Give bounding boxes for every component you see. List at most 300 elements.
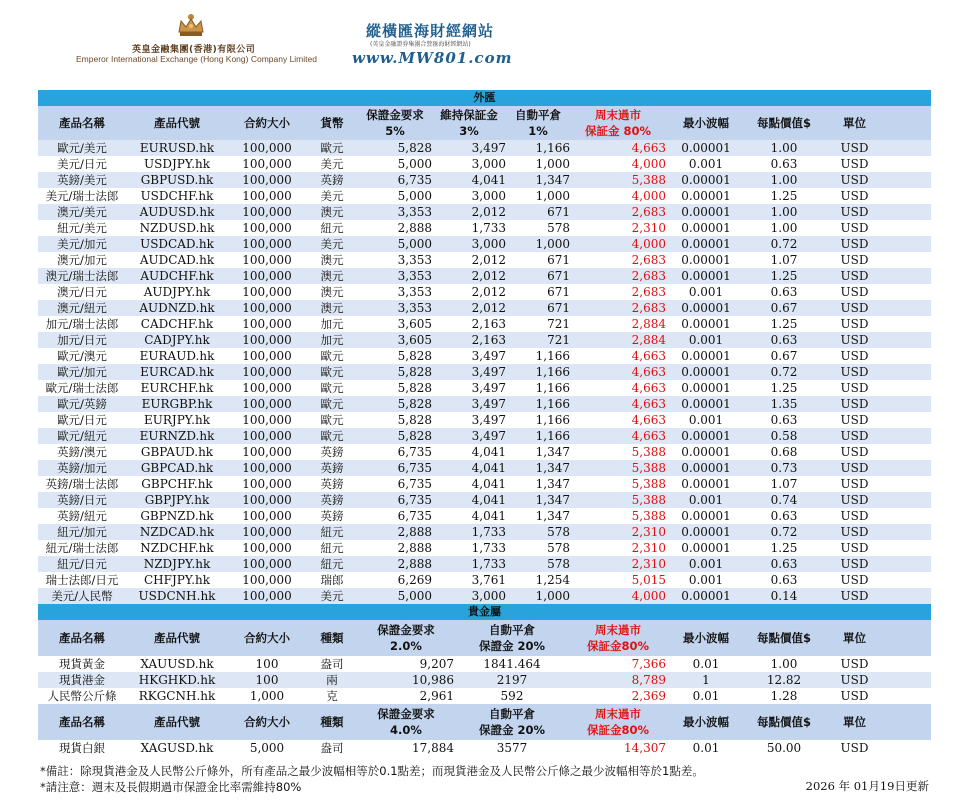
table-row: [38, 524, 931, 540]
auto-close-value: 1,000: [506, 236, 570, 252]
contract-size: 100,000: [242, 317, 292, 331]
unit-type: 盎司: [320, 741, 344, 755]
product-code: EURGBP.hk: [126, 396, 228, 412]
weekend-margin-value: 2,884: [570, 332, 666, 348]
col-header-size: 合約大小: [228, 106, 306, 140]
currency: 加元: [320, 317, 344, 331]
product-code: CHFJPY.hk: [143, 573, 211, 587]
margin-value: 2,888: [397, 221, 432, 235]
currency: 澳元: [306, 300, 358, 316]
table-row: [38, 688, 931, 704]
product-code: GBPCAD.hk: [126, 460, 228, 476]
contract-size: 100,000: [228, 428, 306, 444]
table-row: [38, 492, 931, 508]
currency: 加元: [306, 332, 358, 348]
product-name: 現貨港金: [38, 672, 126, 688]
maintenance-value: 3,000: [471, 157, 506, 171]
tick-size: 0.001: [666, 492, 746, 508]
col-header-margin: 保證金要求 2.0%: [358, 620, 454, 656]
margin-value: 2,888: [358, 524, 432, 540]
product-code: AUDCAD.hk: [139, 253, 215, 267]
weekend-margin-value: 5,388: [570, 172, 666, 188]
product-name: 歐元/日元: [57, 413, 107, 427]
margin-value: 3,605: [397, 317, 432, 331]
product-code: AUDNZD.hk: [126, 300, 228, 316]
point-value: 1.28: [770, 689, 798, 703]
maintenance-value: 2,163: [471, 317, 506, 331]
contract-size: 100,000: [242, 477, 292, 491]
table-row: [38, 252, 931, 268]
product-name: 英鎊/美元: [38, 172, 126, 188]
unit: USD: [840, 445, 869, 459]
auto-close-value: 671: [506, 300, 570, 316]
tick-size: 0.00001: [681, 349, 731, 363]
point-value: 0.73: [746, 460, 822, 476]
table-row: [38, 380, 931, 396]
point-value: 50.00: [766, 741, 802, 755]
point-value: 1.00: [746, 140, 822, 156]
weekend-margin-value: 7,366: [631, 657, 666, 671]
auto-close-value: 1,254: [535, 573, 570, 587]
product-name: 英鎊/瑞士法郎: [45, 477, 119, 491]
auto-close-value: 1,166: [506, 364, 570, 380]
currency: 英鎊: [306, 492, 358, 508]
col-header-name: 產品名稱: [38, 704, 126, 740]
product-code: CADCHF.hk: [140, 317, 214, 331]
currency: 歐元: [320, 413, 344, 427]
col-header-currency: 貨幣: [306, 106, 358, 140]
point-value: 0.63: [770, 285, 798, 299]
unit: USD: [822, 172, 887, 188]
contract-size: 100,000: [228, 588, 306, 604]
col-header-maintenance: 維持保証金 3%: [432, 106, 506, 140]
unit: USD: [840, 657, 869, 671]
col-header-margin: 保證金要求 5%: [358, 106, 432, 140]
table-row: [38, 460, 931, 476]
weekend-margin-value: 5,388: [631, 509, 666, 523]
point-value: 0.68: [770, 445, 798, 459]
contract-size: 100,000: [228, 332, 306, 348]
col-header-name: 產品名稱: [38, 106, 126, 140]
tick-size: 0.00001: [666, 524, 746, 540]
weekend-margin-value: 2,683: [570, 300, 666, 316]
weekend-margin-value: 2,683: [570, 268, 666, 284]
product-code: AUDJPY.hk: [143, 285, 211, 299]
auto-close-value: 1,000: [535, 157, 570, 171]
contract-size: 1,000: [249, 689, 285, 703]
table-row: [38, 268, 931, 284]
unit: USD: [822, 140, 887, 156]
point-value: 0.63: [746, 556, 822, 572]
tick-size: 0.00001: [681, 189, 731, 203]
product-code: XAGUSD.hk: [140, 741, 214, 755]
contract-size: 100,000: [228, 556, 306, 572]
currency: 紐元: [306, 524, 358, 540]
weekend-margin-value: 2,310: [631, 541, 666, 555]
currency: 紐元: [320, 541, 344, 555]
footer-note-1: *備註：除現貨港金及人民幣公斤條外，所有產品之最少波幅相等於0.1點差；而現貨港金及人民幣公斤條之最少波幅相等於1點差。: [40, 764, 704, 778]
margin-value: 6,735: [397, 445, 432, 459]
margin-value: 6,735: [397, 477, 432, 491]
table-row: [38, 140, 931, 156]
currency: 英鎊: [306, 460, 358, 476]
table-row: [38, 236, 931, 252]
table-row: [38, 316, 931, 332]
currency: 歐元: [320, 381, 344, 395]
page-header: [0, 0, 963, 90]
maintenance-value: 4,041: [432, 492, 506, 508]
currency: 英鎊: [320, 477, 344, 491]
col-header-auto-close: 自動平倉 保證金 20%: [454, 620, 570, 656]
product-code: AUDUSD.hk: [126, 204, 228, 220]
maintenance-value: 1,733: [471, 541, 506, 555]
maintenance-value: 1,733: [471, 221, 506, 235]
product-name: 紐元/加元: [38, 524, 126, 540]
point-value: 1.00: [746, 204, 822, 220]
contract-size: 100,000: [242, 573, 292, 587]
col-header-unit: 單位: [822, 704, 887, 740]
margin-value: 5,828: [397, 413, 432, 427]
margin-value: 9,207: [419, 657, 454, 671]
product-name: 美元/瑞士法郎: [45, 189, 119, 203]
product-name: 歐元/紐元: [38, 428, 126, 444]
col-header-weekend: 周末過市 保証金80%: [570, 704, 666, 740]
unit: USD: [840, 477, 869, 491]
point-value: 0.63: [770, 413, 798, 427]
product-name: 英鎊/日元: [38, 492, 126, 508]
auto-close-value: 1,347: [535, 509, 570, 523]
product-code: GBPUSD.hk: [126, 172, 228, 188]
tick-size: 0.001: [688, 285, 724, 299]
contract-size: 100,000: [242, 541, 292, 555]
product-name: 現貨白銀: [59, 741, 105, 755]
product-code: NZDCAD.hk: [126, 524, 228, 540]
margin-value: 3,353: [358, 300, 432, 316]
tick-size: 0.00001: [681, 541, 731, 555]
product-code: EURCAD.hk: [126, 364, 228, 380]
table-row: [38, 284, 931, 300]
metals-table: [38, 604, 931, 756]
auto-close-value: 1841.464: [483, 657, 541, 671]
tick-size: 0.01: [692, 689, 720, 703]
tick-size: 1: [666, 672, 746, 688]
point-value: 0.58: [746, 428, 822, 444]
product-code: XAUUSD.hk: [140, 657, 214, 671]
product-code: NZDUSD.hk: [139, 221, 215, 235]
col-header-size: 合約大小: [228, 704, 306, 740]
col-header-type: 種類: [306, 620, 358, 656]
product-code: AUDCHF.hk: [126, 268, 228, 284]
unit: USD: [840, 509, 869, 523]
col-header-margin: 保證金要求 4.0%: [358, 704, 454, 740]
weekend-margin-value: 5,388: [631, 477, 666, 491]
auto-close-value: 578: [547, 541, 570, 555]
maintenance-value: 4,041: [432, 172, 506, 188]
table-row: [38, 396, 931, 412]
company-name-en: Emperor International Exchange (Hong Kong) Company Limited: [76, 54, 317, 64]
auto-close-value: 1,347: [506, 172, 570, 188]
point-value: 1.25: [770, 317, 798, 331]
auto-close-value: 1,347: [535, 477, 570, 491]
auto-close-value: 1,347: [506, 492, 570, 508]
currency: 美元: [320, 157, 344, 171]
auto-close-value: 578: [547, 221, 570, 235]
currency: 紐元: [306, 556, 358, 572]
weekend-margin-value: 4,663: [570, 364, 666, 380]
maintenance-value: 2,163: [432, 332, 506, 348]
maintenance-value: 2,012: [432, 204, 506, 220]
table-row: [38, 476, 931, 492]
product-name: 美元/加元: [38, 236, 126, 252]
maintenance-value: 3,000: [432, 236, 506, 252]
product-name: 澳元/美元: [38, 204, 126, 220]
table-row: [38, 412, 931, 428]
unit: USD: [822, 236, 887, 252]
auto-close-value: 1,347: [535, 445, 570, 459]
margin-value: 3,353: [358, 204, 432, 220]
maintenance-value: 3,497: [471, 349, 506, 363]
weekend-margin-value: 2,310: [570, 524, 666, 540]
tick-size: 0.00001: [666, 268, 746, 284]
auto-close-value: 578: [506, 524, 570, 540]
contract-size: 100,000: [228, 460, 306, 476]
contract-size: 100,000: [228, 396, 306, 412]
tick-size: 0.00001: [666, 204, 746, 220]
weekend-margin-value: 4,663: [570, 140, 666, 156]
tick-size: 0.00001: [666, 172, 746, 188]
margin-value: 6,735: [397, 509, 432, 523]
unit: USD: [840, 253, 869, 267]
margin-value: 5,000: [358, 588, 432, 604]
unit: USD: [840, 317, 869, 331]
unit-type: 盎司: [320, 657, 344, 671]
currency: 美元: [306, 236, 358, 252]
auto-close-value: 1,166: [535, 349, 570, 363]
margin-value: 6,269: [397, 573, 432, 587]
product-name: 美元/日元: [57, 157, 107, 171]
product-code: CADJPY.hk: [126, 332, 228, 348]
point-value: 1.25: [770, 381, 798, 395]
col-header-size: 合約大小: [228, 620, 306, 656]
contract-size: 100,000: [228, 300, 306, 316]
product-name: 現貨黃金: [59, 657, 105, 671]
contract-size: 100,000: [228, 172, 306, 188]
point-value: 0.14: [746, 588, 822, 604]
col-header-auto-close: 自動平倉 1%: [506, 106, 570, 140]
product-name: 歐元/澳元: [57, 349, 107, 363]
margin-value: 6,735: [358, 172, 432, 188]
product-name: 英鎊/澳元: [57, 445, 107, 459]
table-row: [38, 348, 931, 364]
product-code: GBPCHF.hk: [141, 477, 213, 491]
auto-close-value: 1,000: [506, 588, 570, 604]
site-subtitle: (英皇金融證券集團合營匯海財經網站): [370, 41, 471, 48]
unit-type: 克: [326, 689, 338, 703]
currency: 歐元: [306, 428, 358, 444]
product-name: 美元/人民幣: [38, 588, 126, 604]
product-name: 澳元/瑞士法郎: [38, 268, 126, 284]
weekend-margin-value: 4,663: [631, 349, 666, 363]
weekend-margin-value: 4,000: [631, 157, 666, 171]
col-header-auto-close: 自動平倉 保證金 20%: [454, 704, 570, 740]
unit: USD: [840, 349, 869, 363]
product-code: NZDJPY.hk: [126, 556, 228, 572]
site-name-cn: 縱橫匯海財經網站: [366, 22, 495, 40]
col-header-point-value: 每點價值$: [746, 620, 822, 656]
product-name: 加元/日元: [38, 332, 126, 348]
table-row: [38, 656, 931, 672]
col-header-tick: 最小波幅: [666, 106, 746, 140]
currency: 歐元: [306, 364, 358, 380]
tick-size: 0.00001: [666, 588, 746, 604]
unit: USD: [840, 573, 869, 587]
metals-header-row: [38, 620, 931, 656]
currency: 美元: [320, 189, 344, 203]
margin-value: 6,735: [358, 460, 432, 476]
maintenance-value: 2,012: [432, 268, 506, 284]
auto-close-value: 3577: [496, 741, 528, 755]
unit: USD: [840, 189, 869, 203]
unit: USD: [822, 396, 887, 412]
maintenance-value: 2,012: [471, 253, 506, 267]
tick-size: 0.00001: [681, 509, 731, 523]
product-name: 英鎊/紐元: [57, 509, 107, 523]
currency: 歐元: [306, 396, 358, 412]
weekend-margin-value: 2,683: [631, 285, 666, 299]
maintenance-value: 4,041: [471, 445, 506, 459]
auto-close-value: 578: [506, 556, 570, 572]
margin-value: 5,000: [397, 189, 432, 203]
weekend-margin-value: 5,388: [631, 445, 666, 459]
auto-close-value: 1,166: [535, 381, 570, 395]
currency: 歐元: [306, 140, 358, 156]
col-header-code: 產品代號: [126, 106, 228, 140]
contract-size: 100,000: [228, 524, 306, 540]
margin-value: 2,888: [358, 556, 432, 572]
weekend-margin-value: 4,000: [570, 236, 666, 252]
maintenance-value: 3,000: [471, 189, 506, 203]
unit: USD: [822, 556, 887, 572]
auto-close-value: 671: [547, 253, 570, 267]
weekend-margin-value: 4,663: [631, 413, 666, 427]
margin-value: 2,888: [397, 541, 432, 555]
product-name: 澳元/加元: [57, 253, 107, 267]
table-row: [38, 300, 931, 316]
currency: 澳元: [306, 204, 358, 220]
tick-size: 0.00001: [666, 300, 746, 316]
margin-value: 5,828: [397, 349, 432, 363]
currency: 英鎊: [306, 172, 358, 188]
margin-value: 2,961: [419, 689, 454, 703]
tick-size: 0.001: [688, 157, 724, 171]
contract-size: 100,000: [242, 413, 292, 427]
tick-size: 0.00001: [681, 253, 731, 267]
product-code: USDCNH.hk: [126, 588, 228, 604]
maintenance-value: 2,012: [432, 300, 506, 316]
unit: USD: [840, 381, 869, 395]
currency: 紐元: [320, 221, 344, 235]
col-header-unit: 單位: [822, 106, 887, 140]
col-header-type: 種類: [306, 704, 358, 740]
weekend-margin-value: 4,663: [631, 381, 666, 395]
table-row: [38, 204, 931, 220]
currency: 澳元: [320, 253, 344, 267]
maintenance-value: 3,497: [471, 381, 506, 395]
product-name: 歐元/加元: [38, 364, 126, 380]
product-name: 瑞士法郎/日元: [45, 573, 119, 587]
weekend-margin-value: 5,388: [570, 492, 666, 508]
unit-type: 兩: [306, 672, 358, 688]
tick-size: 0.00001: [666, 364, 746, 380]
weekend-margin-value: 2,310: [570, 556, 666, 572]
product-code: EURNZD.hk: [126, 428, 228, 444]
product-code: EURCHF.hk: [140, 381, 214, 395]
point-value: 0.63: [770, 509, 798, 523]
margin-value: 6,735: [358, 492, 432, 508]
product-code: USDJPY.hk: [143, 157, 211, 171]
table-row: [38, 364, 931, 380]
weekend-margin-value: 4,000: [570, 588, 666, 604]
product-code: GBPJPY.hk: [126, 492, 228, 508]
product-name: 澳元/紐元: [38, 300, 126, 316]
tick-size: 0.00001: [666, 396, 746, 412]
col-header-weekend: 周末過市 保証金80%: [570, 620, 666, 656]
product-code: GBPAUD.hk: [140, 445, 214, 459]
point-value: 0.72: [746, 236, 822, 252]
point-value: 0.72: [746, 524, 822, 540]
company-name-cn: 英皇金融集團(香港)有限公司: [132, 45, 256, 55]
unit: USD: [822, 332, 887, 348]
point-value: 0.67: [746, 300, 822, 316]
maintenance-value: 3,000: [432, 588, 506, 604]
contract-size: 100,000: [228, 364, 306, 380]
site-url-link[interactable]: www.MW801.com: [352, 49, 513, 67]
contract-size: 100,000: [228, 140, 306, 156]
product-code: GBPNZD.hk: [140, 509, 214, 523]
point-value: 1.00: [770, 657, 798, 671]
margin-value: 3,353: [358, 268, 432, 284]
product-name: 紐元/瑞士法郎: [45, 541, 119, 555]
tick-size: 0.00001: [681, 381, 731, 395]
table-row: [38, 156, 931, 172]
margin-value: 5,828: [358, 396, 432, 412]
margin-value: 3,353: [397, 285, 432, 299]
margin-value: 3,353: [397, 253, 432, 267]
margin-value: 17,884: [412, 741, 454, 755]
maintenance-value: 3,761: [471, 573, 506, 587]
point-value: 1.00: [770, 221, 798, 235]
tick-size: 0.00001: [681, 317, 731, 331]
product-name: 歐元/美元: [38, 140, 126, 156]
table-row: [38, 588, 931, 604]
tick-size: 0.001: [666, 556, 746, 572]
weekend-margin-value: 2,884: [631, 317, 666, 331]
contract-size: 100,000: [242, 189, 292, 203]
auto-close-value: 671: [506, 268, 570, 284]
maintenance-value: 4,041: [432, 460, 506, 476]
auto-close-value: 721: [506, 332, 570, 348]
margin-value: 5,828: [358, 140, 432, 156]
unit: USD: [822, 364, 887, 380]
currency: 瑞郎: [320, 573, 344, 587]
contract-size: 100,000: [242, 381, 292, 395]
unit: USD: [822, 268, 887, 284]
point-value: 0.74: [746, 492, 822, 508]
weekend-margin-value: 2,310: [631, 221, 666, 235]
contract-size: 5,000: [249, 741, 285, 755]
footer-note-2: *請注意：週末及長假期過市保證金比率需維持80%: [40, 780, 302, 794]
unit: USD: [822, 492, 887, 508]
